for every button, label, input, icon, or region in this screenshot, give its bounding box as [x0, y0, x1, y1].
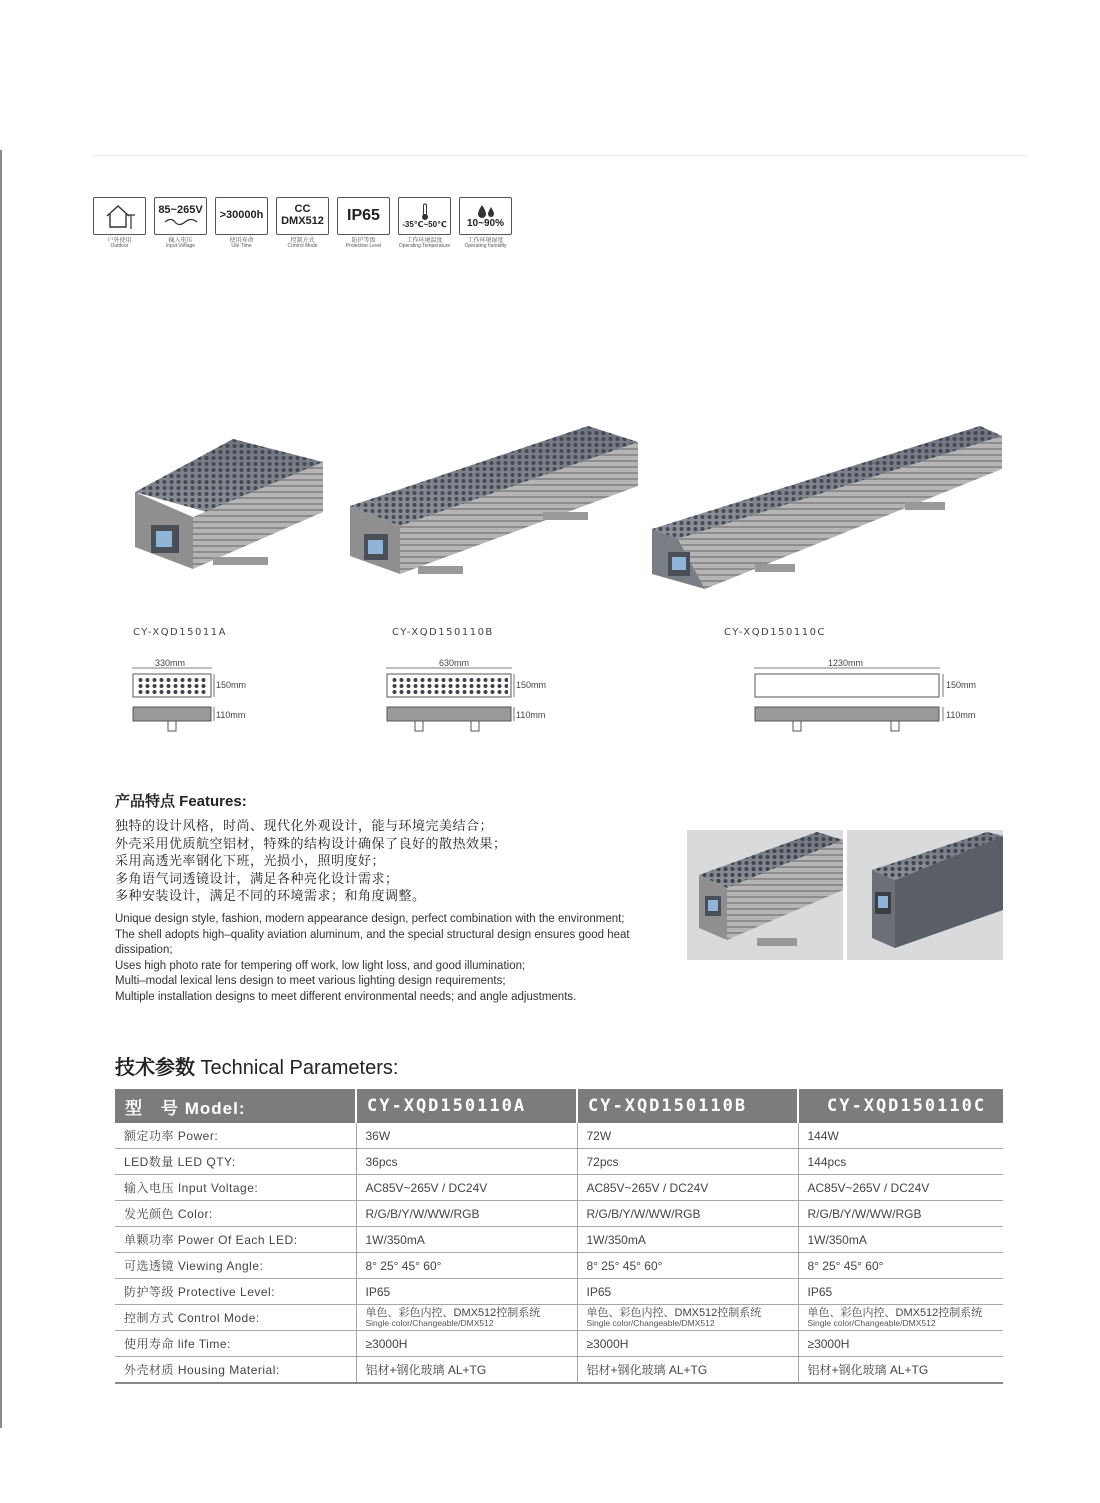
spec-header-model: CY-XQD150110B [577, 1089, 798, 1123]
icon-value: IP65 [347, 206, 380, 224]
spec-row-protective-level [115, 1279, 1003, 1305]
features-title: 产品特点 Features: [115, 793, 247, 810]
spec-cell: 36W [356, 1123, 577, 1149]
spec-control-mode [276, 197, 329, 250]
spec-cell: 8° 25° 45° 60° [577, 1253, 798, 1279]
dim-height-b: 150mm [516, 680, 547, 690]
icon-label-en: Input Voltage [165, 243, 196, 249]
wave-icon [163, 217, 199, 227]
spec-cell: 单色、彩色内控、DMX512控制系统 Single color/Changeable/DMX512 [798, 1305, 1003, 1331]
dimension-drawing-b [384, 665, 516, 735]
spec-cell: 单色、彩色内控、DMX512控制系统 Single color/Changeable/DMX512 [577, 1305, 798, 1331]
spec-row-label: 可选透镜 Viewing Angle: [115, 1253, 356, 1279]
spec-cell: 1W/350mA [798, 1227, 1003, 1253]
icon-label-en: Control Mode [287, 243, 318, 249]
spec-header-model: CY-XQD150110A [356, 1089, 577, 1123]
spec-row-label: 使用寿命 life Time: [115, 1331, 356, 1357]
droplet-icon [475, 203, 497, 219]
feature-en-line: Uses high photo rate for tempering off work, low light loss, and good illumination; [115, 959, 526, 972]
spec-row-label: 外壳材质 Housing Material: [115, 1357, 356, 1384]
icon-label-en: Operating Temperature [398, 243, 451, 249]
feature-photo-2 [847, 830, 1003, 960]
features-cn-list [115, 817, 507, 905]
spec-table [115, 1089, 1003, 1384]
dimension-drawing-c [752, 665, 946, 735]
spec-cell: IP65 [577, 1279, 798, 1305]
icon-label-cn: 使用寿命 [229, 238, 254, 244]
spec-row-life-time [115, 1331, 1003, 1357]
spec-protective-level [337, 197, 390, 250]
spec-header-model: CY-XQD150110C [798, 1089, 1003, 1123]
spec-cell: 8° 25° 45° 60° [356, 1253, 577, 1279]
spec-cell: 铝材+钢化玻璃 AL+TG [356, 1357, 577, 1384]
tech-title-en: Technical Parameters: [195, 1057, 399, 1079]
spec-cell: 铝材+钢化玻璃 AL+TG [798, 1357, 1003, 1384]
icon-label-en: Outdoor [110, 243, 129, 249]
icon-label-cn: 工作环境湿度 [467, 238, 504, 244]
product-photo-b [348, 424, 643, 584]
icon-label-cn: 工作环境温度 [406, 238, 443, 244]
spec-row-power-each-led [115, 1227, 1003, 1253]
dim-length-b: 630mm [439, 658, 470, 668]
spec-cell: AC85V~265V / DC24V [798, 1175, 1003, 1201]
feature-cn-line: 独特的设计风格，时尚、现代化外观设计，能与环境完美结合； [115, 818, 494, 833]
icon-value: 85~265V [158, 204, 203, 217]
spec-cell: IP65 [356, 1279, 577, 1305]
tech-title-cn: 技术参数 [115, 1057, 195, 1079]
feature-en-line: Multi–modal lexical lens design to meet various lighting design requirements; [115, 975, 506, 987]
spec-row-color [115, 1201, 1003, 1227]
house-icon [93, 197, 146, 235]
dim-length-a: 330mm [155, 658, 186, 668]
dim-width-a: 110mm [216, 710, 246, 720]
feature-en-line: Unique design style, fashion, modern appearance design, perfect combination with the environment; [115, 913, 625, 925]
tech-params-title [115, 1051, 398, 1080]
spec-cell: 72pcs [577, 1149, 798, 1175]
spec-row-power [115, 1123, 1003, 1149]
spec-row-label: 单颗功率 Power Of Each LED: [115, 1227, 356, 1253]
spec-cell: ≥3000H [798, 1331, 1003, 1357]
spec-operating-humidity [459, 197, 512, 250]
spec-cell: ≥3000H [356, 1331, 577, 1357]
spec-row-label: LED数量 LED QTY: [115, 1149, 356, 1175]
feature-cn-line: 外壳采用优质航空铝材，特殊的结构设计确保了良好的散热效果； [115, 835, 507, 851]
spec-header-label: 型 号 Model: [115, 1089, 356, 1123]
feature-en-line: Multiple installation designs to meet different environmental needs; and angle adjustments. [115, 990, 577, 1003]
icon-value-2: DMX512 [281, 215, 324, 227]
product-model-a: CY-XQD15011A [133, 627, 227, 638]
spec-cell: 1W/350mA [577, 1227, 798, 1253]
feature-photo-1 [687, 830, 843, 960]
feature-cn-line: 多角语气词透镜设计，满足各种亮化设计需求； [115, 870, 399, 886]
spec-cell: 铝材+钢化玻璃 AL+TG [577, 1357, 798, 1384]
spec-icon-row [93, 197, 512, 250]
icon-value: 10~90% [467, 217, 504, 229]
dim-width-b: 110mm [516, 710, 546, 720]
dim-width-c: 110mm [946, 710, 976, 720]
product-photo-c [650, 424, 1005, 594]
dim-height-a: 150mm [216, 680, 247, 690]
spec-cell: 144pcs [798, 1149, 1003, 1175]
feature-cn-line: 多种安装设计，满足不同的环境需求；和角度调整。 [115, 888, 426, 903]
spec-input-voltage [154, 197, 207, 250]
icon-label-en: Protective Level [345, 243, 382, 249]
spec-cell: IP65 [798, 1279, 1003, 1305]
icon-value: >30000h [219, 209, 264, 222]
spec-cell: 单色、彩色内控、DMX512控制系统 Single color/Changeable/DMX512 [356, 1305, 577, 1331]
spec-cell: ≥3000H [577, 1331, 798, 1357]
dim-length-c: 1230mm [828, 658, 864, 668]
product-model-b: CY-XQD150110B [392, 627, 494, 638]
spec-cell: R/G/B/Y/W/WW/RGB [798, 1201, 1003, 1227]
spec-row-label: 控制方式 Control Mode: [115, 1305, 356, 1331]
icon-label-cn: 控制方式 [290, 238, 315, 244]
spec-cell: R/G/B/Y/W/WW/RGB [577, 1201, 798, 1227]
spec-row-control-mode [115, 1305, 1003, 1331]
product-photo-a [133, 437, 328, 577]
feature-cn-line: 采用高透光率钢化下班，光损小，照明度好； [115, 853, 386, 868]
spec-row-led-qty [115, 1149, 1003, 1175]
spec-cell: 144W [798, 1123, 1003, 1149]
spec-row-housing-material [115, 1357, 1003, 1384]
spec-cell: 1W/350mA [356, 1227, 577, 1253]
icon-value: CC [294, 203, 311, 216]
spec-outdoor [93, 197, 146, 250]
icon-value: -35℃~50℃ [402, 219, 447, 229]
spec-row-viewing-angle [115, 1253, 1003, 1279]
feature-en-line: The shell adopts high–quality aviation aluminum, and the special structural design ensures good heat dissipation; [115, 928, 630, 956]
spec-cell: AC85V~265V / DC24V [356, 1175, 577, 1201]
spec-cell: 36pcs [356, 1149, 577, 1175]
dim-height-c: 150mm [946, 680, 977, 690]
thermometer-icon [420, 203, 430, 221]
spec-row-label: 额定功率 Power: [115, 1123, 356, 1149]
spec-operating-temperature [398, 197, 451, 250]
icon-label-cn: 输入电压 [168, 238, 193, 244]
spec-row-label: 防护等级 Protective Level: [115, 1279, 356, 1305]
spec-life-time [215, 197, 268, 250]
spec-cell: 72W [577, 1123, 798, 1149]
icon-label-en: Life Time [231, 243, 252, 249]
icon-label-en: Operating humidity [464, 243, 507, 249]
spec-cell: 8° 25° 45° 60° [798, 1253, 1003, 1279]
icon-label-cn: 防护等级 [351, 238, 376, 244]
spec-row-label: 发光颜色 Color: [115, 1201, 356, 1227]
dimension-drawing-a [130, 665, 216, 735]
top-divider [92, 155, 1027, 156]
spec-row-label: 输入电压 Input Voltage: [115, 1175, 356, 1201]
spec-row-input-voltage [115, 1175, 1003, 1201]
spec-cell: R/G/B/Y/W/WW/RGB [356, 1201, 577, 1227]
spec-header-row [115, 1089, 1003, 1123]
spec-cell: AC85V~265V / DC24V [577, 1175, 798, 1201]
product-model-c: CY-XQD150110C [724, 627, 826, 638]
left-margin-rule [0, 150, 2, 1428]
features-en-list [115, 912, 670, 1005]
icon-label-cn: 户外使用 [107, 238, 132, 244]
